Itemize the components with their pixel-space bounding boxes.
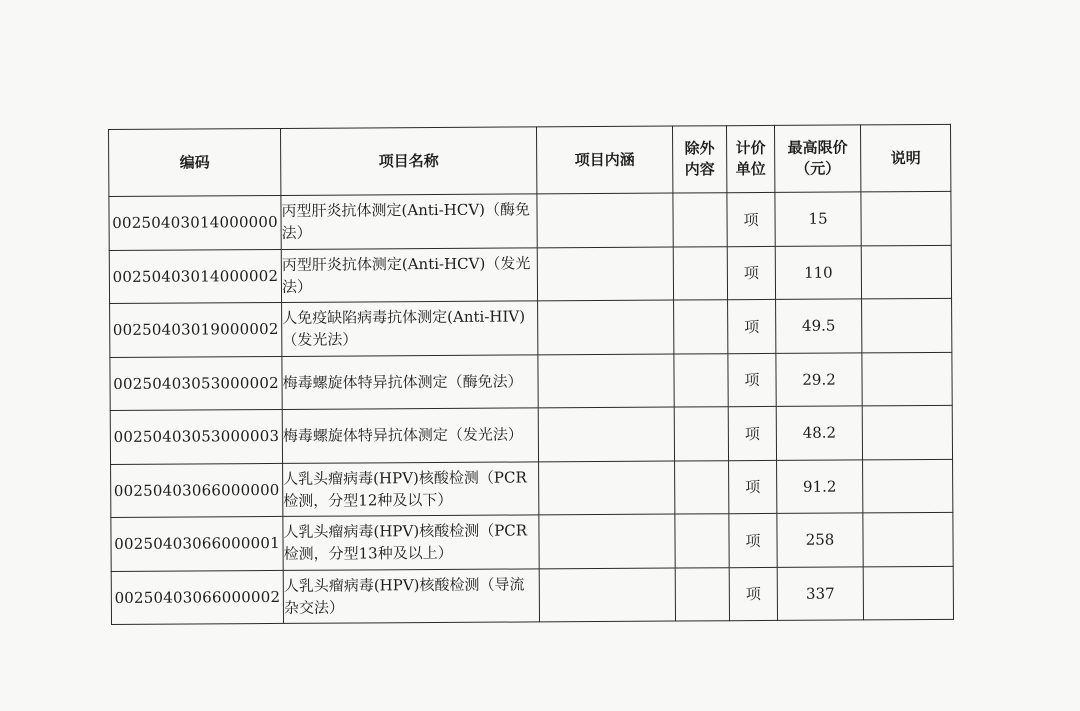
cell-content: [538, 407, 674, 461]
cell-max-price: 48.2: [776, 406, 862, 460]
table-row: [111, 459, 953, 518]
cell-unit: 项: [729, 567, 777, 621]
cell-content: [538, 300, 674, 354]
header-exclusions-text: 除外内容: [684, 139, 715, 179]
cell-notes: [863, 566, 953, 620]
cell-unit: 项: [728, 353, 776, 407]
cell-content: [539, 461, 675, 515]
table-row: [110, 352, 952, 411]
table-row: [111, 512, 953, 571]
cell-code: 00250403066000001: [111, 516, 283, 571]
cell-unit: 项: [729, 460, 777, 514]
cell-notes: [862, 298, 952, 352]
cell-content: [539, 568, 675, 622]
cell-notes: [861, 191, 951, 245]
table-row: [109, 245, 951, 304]
cell-name: 丙型肝炎抗体测定(Anti-HCV)（发光法）: [281, 247, 537, 302]
cell-name: 丙型肝炎抗体测定(Anti-HCV)（酶免法）: [281, 194, 537, 249]
cell-max-price: 337: [777, 566, 863, 620]
cell-name: 梅毒螺旋体特异抗体测定（酶免法）: [282, 354, 538, 409]
cell-content: [539, 514, 675, 568]
cell-code: 00250403053000002: [110, 356, 282, 411]
cell-name: 人乳头瘤病毒(HPV)核酸检测（导流杂交法）: [283, 568, 539, 623]
cell-exclusions: [674, 407, 728, 461]
price-table: [108, 124, 954, 625]
cell-unit: 项: [727, 246, 775, 300]
header-unit: [726, 125, 774, 192]
cell-code: 00250403014000002: [109, 249, 281, 304]
cell-content: [537, 193, 673, 247]
cell-name: 人乳头瘤病毒(HPV)核酸检测（PCR检测，分型13种及以上）: [283, 515, 539, 570]
table-row: [110, 405, 952, 464]
cell-exclusions: [675, 460, 729, 514]
cell-max-price: 110: [775, 245, 861, 299]
header-code: 编码: [109, 128, 281, 196]
cell-exclusions: [673, 246, 727, 300]
cell-max-price: 258: [777, 513, 863, 567]
cell-exclusions: [675, 567, 729, 621]
cell-max-price: 91.2: [777, 459, 863, 513]
header-unit-text: 计价单位: [735, 138, 766, 179]
table-header-row: [109, 124, 951, 196]
cell-unit: 项: [727, 192, 775, 246]
cell-unit: 项: [728, 406, 776, 460]
table-row: [110, 298, 952, 357]
cell-code: 00250403019000002: [110, 302, 282, 357]
cell-notes: [863, 459, 953, 513]
cell-name: 人乳头瘤病毒(HPV)核酸检测（PCR检测，分型12种及以下）: [283, 461, 539, 516]
cell-max-price: 15: [775, 192, 861, 246]
header-max-price: [774, 125, 860, 193]
cell-code: 00250403053000003: [110, 409, 282, 464]
cell-content: [537, 247, 673, 301]
cell-exclusions: [674, 300, 728, 354]
cell-notes: [862, 405, 952, 459]
cell-exclusions: [673, 193, 727, 247]
cell-unit: 项: [729, 513, 777, 567]
cell-code: 00250403014000000: [109, 195, 281, 250]
table-row: [109, 191, 951, 250]
header-content: 项目内涵: [536, 126, 672, 194]
cell-name: 人免疫缺陷病毒抗体测定(Anti-HIV)（发光法）: [282, 301, 538, 356]
cell-notes: [862, 352, 952, 406]
cell-unit: 项: [728, 299, 776, 353]
cell-exclusions: [674, 353, 728, 407]
header-exclusions: [672, 126, 726, 193]
header-notes: 说明: [860, 124, 950, 192]
cell-notes: [861, 245, 951, 299]
table-row: [111, 566, 953, 625]
cell-content: [538, 354, 674, 408]
header-max-price-text: 最高限价（元）: [787, 138, 848, 178]
cell-max-price: 49.5: [776, 299, 862, 353]
cell-code: 00250403066000002: [111, 570, 283, 625]
cell-name: 梅毒螺旋体特异抗体测定（发光法）: [282, 408, 538, 463]
header-name: 项目名称: [280, 127, 536, 196]
cell-notes: [863, 512, 953, 566]
cell-code: 00250403066000000: [111, 463, 283, 518]
cell-max-price: 29.2: [776, 352, 862, 406]
cell-exclusions: [675, 514, 729, 568]
